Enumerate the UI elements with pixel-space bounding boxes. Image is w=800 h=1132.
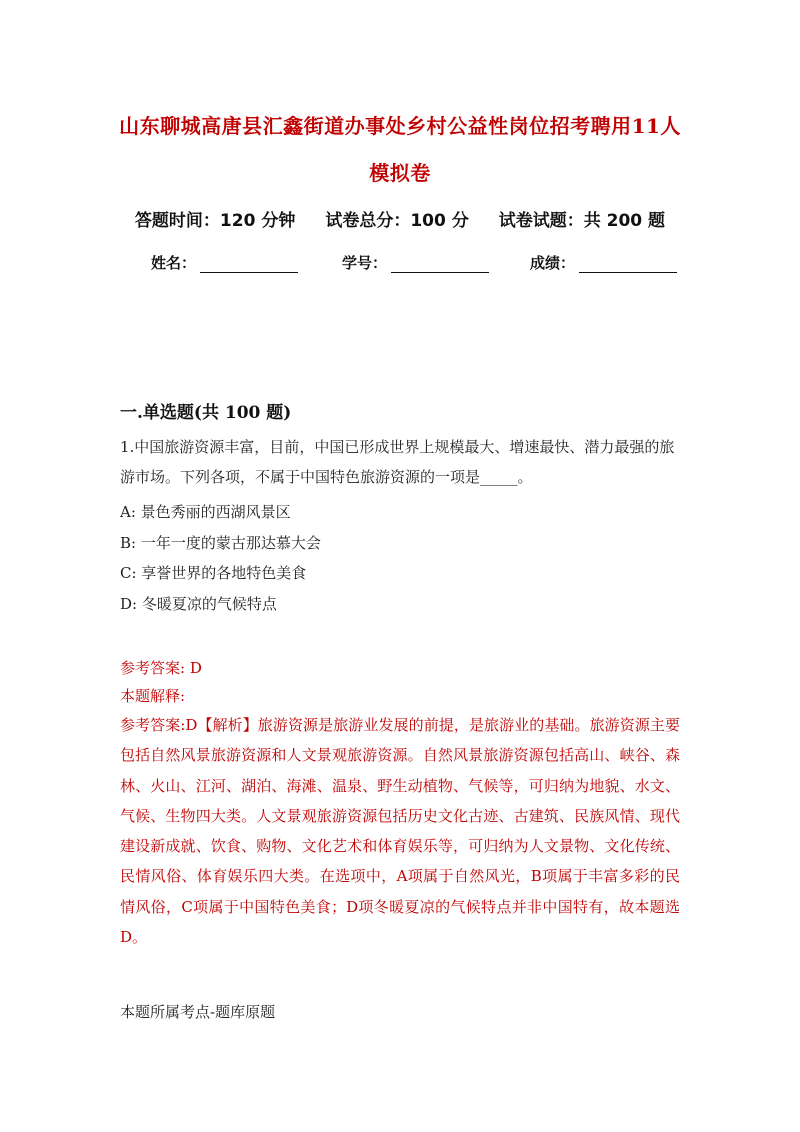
student-id-field[interactable] [342, 252, 489, 273]
exam-time: 答题时间：120 分钟 [134, 211, 296, 231]
explanation-text: 参考答案:D【解析】旅游资源是旅游业发展的前提，是旅游业的基础。旅游资源主要包括自然风景旅游资源和人文景观旅游资源。自然风景旅游资源包括高山、峡谷、森林、火山、江河、湖泊、海滩、温泉、野生动植物、气候等，可归纳为地貌、水文、气候、生物四大类。人文景观旅游资源包括历史文化古迹、古建筑、民族风情、现代建设新成就、饮食、购物、文化艺术和体育娱乐等，可归纳为人文景物、文化传统、民情风俗、体育娱乐四大类。在选项中，A项属于自然风光，B项属于丰富多彩的民情风俗，C项属于中国特色美食；D项冬暖夏凉的气候特点并非中国特有，故本题选D。 [120, 716, 680, 947]
score-blank[interactable] [579, 257, 677, 273]
option-a: A: 景色秀丽的西湖风景区 [120, 503, 291, 521]
exam-total-score: 试卷总分：100 分 [325, 211, 469, 231]
name-field[interactable] [151, 252, 298, 273]
explanation-label: 本题解释: [120, 687, 186, 705]
section-title: 一.单选题(共 100 题) [120, 403, 292, 423]
option-d: D: 冬暖夏凉的气候特点 [120, 594, 277, 613]
student-id-label: 学号： [342, 254, 388, 272]
exam-meta [0, 206, 800, 231]
score-label: 成绩： [530, 254, 576, 272]
reference-answer: 参考答案: D [120, 659, 202, 677]
student-info-fields [0, 252, 800, 276]
exam-title: 山东聊城高唐县汇鑫街道办事处乡村公益性岗位招考聘用11人模拟卷 [119, 114, 681, 185]
option-c: C: 享誉世界的各地特色美食 [120, 564, 307, 582]
question-source: 本题所属考点-题库原题 [120, 1003, 276, 1021]
name-label: 姓名： [151, 254, 197, 272]
answer-block [120, 654, 680, 952]
option-list [120, 497, 680, 619]
exam-question-count: 试卷试题：共 200 题 [498, 211, 666, 231]
option-b: B: 一年一度的蒙古那达慕大会 [120, 533, 321, 552]
student-id-blank[interactable] [391, 257, 489, 273]
question-text: 1.中国旅游资源丰富，目前，中国已形成世界上规模最大、增速最快、潜力最强的旅游市场。下列各项，不属于中国特色旅游资源的一项是_____。 [120, 438, 675, 486]
name-blank[interactable] [200, 257, 298, 273]
score-field[interactable] [530, 252, 677, 273]
